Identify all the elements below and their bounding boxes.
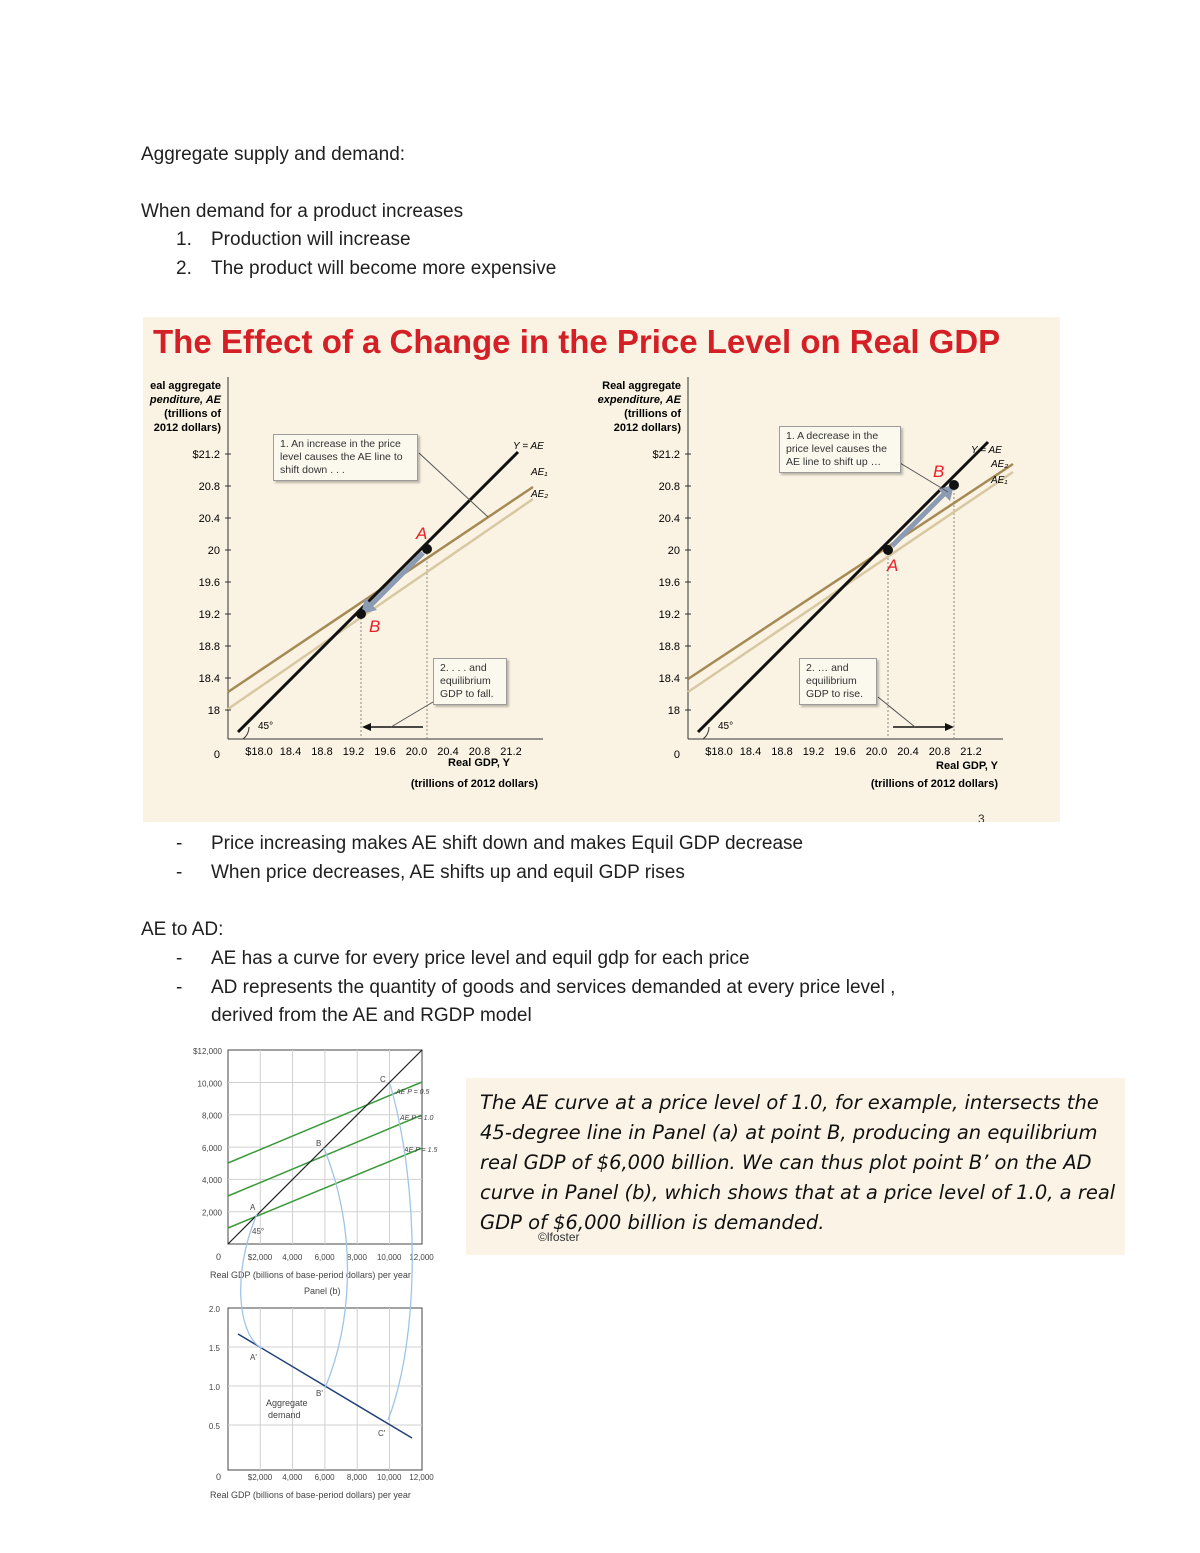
y-tick-label: 20.8 <box>658 481 680 493</box>
y-tick-label: $21.2 <box>652 449 680 461</box>
point-c-prime-label: C' <box>378 1429 386 1438</box>
y-tick-label: 20.4 <box>198 513 220 525</box>
panel-a-y-tick: 4,000 <box>201 1176 222 1186</box>
panel-b-x-tick: 8,000 <box>346 1473 367 1482</box>
panel-a-x-tick: 4,000 <box>282 1253 303 1262</box>
panel-b-y-tick: 0.5 <box>208 1422 220 1431</box>
right-ae1-line <box>688 464 1013 679</box>
x-tick-label: $18.0 <box>245 746 273 758</box>
x-tick-label: $18.0 <box>705 746 733 758</box>
right-shift-arrow <box>892 494 944 546</box>
quote-text: The AE curve at a price level of 1.0, for example, intersects the 45-degree line in Panel (a) at point B, producing an equilibrium real GDP of $6,000 billion. We can thus plot point B’ on the AD curve in Panel (b), which shows that at a price level of 1.0, a real GDP of $6,000 billion is demanded. <box>480 1091 1116 1234</box>
panel-a-y-tick: 8,000 <box>201 1111 222 1121</box>
panel-a-y-tick: 2,000 <box>201 1208 222 1218</box>
y-tick-label: 0 <box>213 749 220 761</box>
note-item: When price decreases, AE shifts up and equil GDP rises <box>211 862 685 883</box>
bullet-dash: - <box>176 977 183 998</box>
right-callout-2: 2. … and equilibrium GDP to rise. <box>799 658 877 705</box>
left-mark-b: B <box>369 617 381 636</box>
list-number: 1. <box>176 229 192 250</box>
x-tick-label: 19.6 <box>374 746 396 758</box>
slide-title: The Effect of a Change in the Price Level on Real GDP <box>153 323 1001 360</box>
y-tick-label: 19.6 <box>198 577 220 589</box>
y-tick-label: 0 <box>673 749 680 761</box>
list-item: The product will become more expensive <box>211 258 557 279</box>
ae-label-p10: AE P = 1.0 <box>400 1115 434 1122</box>
right-point-a <box>883 545 893 555</box>
note-item-continued: derived from the AE and RGDP model <box>211 1005 532 1026</box>
right-yae-label: Y = AE <box>971 445 1002 456</box>
y-tick-label: 20 <box>207 545 220 557</box>
x-tick-label: 19.6 <box>834 746 856 758</box>
y-tick-label: 20.4 <box>658 513 680 525</box>
left-xlabel-1: Real GDP, Y <box>448 757 510 769</box>
y-tick-label: 19.6 <box>658 577 680 589</box>
panel-b-y-tick: 1.0 <box>208 1383 220 1392</box>
left-callout-2: 2. . . . and equilibrium GDP to fall. <box>433 658 507 705</box>
right-ylabel-line: expenditure, AE <box>597 394 681 406</box>
ae-label-p15: AE P = 1.5 <box>404 1147 438 1154</box>
panel-b-x-tick: 10,000 <box>376 1473 402 1482</box>
right-callout-1: 1. A decrease in the price level causes the AE line to shift up … <box>779 426 901 473</box>
note-item: AE has a curve for every price level and equil gdp for each price <box>211 948 750 969</box>
panel-a-x-tick: 8,000 <box>346 1253 367 1262</box>
x-tick-label: 20.4 <box>437 746 459 758</box>
bullet-dash: - <box>176 862 183 883</box>
x-tick-label: 21.2 <box>500 746 522 758</box>
panel-b-xlabel: Real GDP (billions of base-period dollars) per year <box>210 1490 411 1500</box>
panel-a-y-tick: 10,000 <box>197 1079 222 1089</box>
panel-b-zero: 0 <box>216 1472 222 1482</box>
note-item: AD represents the quantity of goods and services demanded at every price level , <box>211 977 896 998</box>
x-tick-label: 20.0 <box>405 746 428 758</box>
slide-figure <box>143 317 1060 822</box>
left-gdp-arrowhead <box>362 723 371 731</box>
right-ae2-label: AE₂ <box>991 459 1009 470</box>
right-ae1-label: AE₁ <box>991 475 1008 486</box>
x-tick-label: 20.8 <box>928 746 951 758</box>
panel-a-xlabel: Real GDP (billions of base-period dollars) per year <box>210 1270 411 1280</box>
y-tick-label: 18 <box>207 705 220 717</box>
panel-b-x-tick: 12,000 <box>409 1473 434 1482</box>
quote-credit: ©lfoster <box>538 1230 580 1244</box>
left-point-b <box>356 609 366 619</box>
x-tick-label: 18.8 <box>311 746 333 758</box>
y-tick-label: 18.8 <box>658 641 680 653</box>
panel-a-y-tick: $12,000 <box>193 1047 222 1056</box>
x-tick-label: 20.8 <box>468 746 491 758</box>
left-angle-arc <box>243 727 249 739</box>
left-callout2-pointer <box>391 699 438 727</box>
note-item: Price increasing makes AE shift down and makes Equil GDP decrease <box>211 833 804 854</box>
panel-b-y-tick: 2.0 <box>208 1305 220 1314</box>
right-mark-b: B <box>933 462 945 481</box>
left-yae-label: Y = AE <box>513 441 544 452</box>
quote-box <box>466 1078 1125 1255</box>
y-tick-label: 19.2 <box>658 609 680 621</box>
panel-a-angle: 45° <box>252 1227 265 1236</box>
y-tick-label: 20.8 <box>198 481 220 493</box>
right-callout2-pointer <box>878 697 915 727</box>
left-callout-1: 1. An increase in the price level causes the AE line to shift down . . . <box>273 434 418 481</box>
y-tick-label: 19.2 <box>198 609 220 621</box>
slide-page-number: 3 <box>978 812 985 822</box>
left-ae2-label: AE₂ <box>531 489 549 500</box>
ad-label-line: demand <box>268 1410 301 1420</box>
left-point-a <box>422 544 432 554</box>
x-tick-label: 18.8 <box>771 746 793 758</box>
y-tick-label: 18 <box>667 705 680 717</box>
y-tick-label: 18.8 <box>198 641 220 653</box>
panel-a-x-tick: $2,000 <box>247 1253 273 1262</box>
panel-b-x-tick: 6,000 <box>314 1473 335 1482</box>
list-item: Production will increase <box>211 229 411 250</box>
point-a-label: A <box>250 1203 256 1212</box>
left-angle-label: 45° <box>258 721 274 732</box>
y-tick-label: 18.4 <box>198 673 220 685</box>
intro-line: When demand for a product increases <box>141 201 464 222</box>
x-tick-label: 19.2 <box>802 746 825 758</box>
panel-b-y-tick: 1.5 <box>208 1344 220 1353</box>
bullet-dash: - <box>176 948 183 969</box>
list-number: 2. <box>176 258 192 279</box>
panel-a-y-tick: 6,000 <box>201 1143 222 1153</box>
point-c-label: C <box>380 1075 386 1084</box>
ae-ad-figure <box>170 1038 452 1501</box>
left-ylabel-line: penditure, AE <box>149 394 221 406</box>
right-ylabel-line: Real aggregate <box>602 380 681 392</box>
ae-label-p05: AE P = 0.5 <box>396 1089 430 1096</box>
right-xlabel-1: Real GDP, Y <box>936 760 998 772</box>
left-mark-a: A <box>416 524 428 543</box>
x-tick-label: 20.0 <box>865 746 888 758</box>
left-ae1-label: AE₁ <box>531 467 548 478</box>
panel-b-x-tick: $2,000 <box>247 1473 273 1482</box>
y-tick-label: 18.4 <box>658 673 680 685</box>
x-tick-label: 18.4 <box>739 746 762 758</box>
slide-charts <box>143 317 1060 822</box>
right-xlabel-2: (trillions of 2012 dollars) <box>870 778 998 790</box>
left-callout-pointer <box>419 453 488 517</box>
right-angle-label: 45° <box>718 721 734 732</box>
left-ylabel-line: 2012 dollars) <box>153 422 221 434</box>
panel-a-zero: 0 <box>216 1252 222 1262</box>
left-ylabel-line: (trillions of <box>164 408 221 420</box>
right-mark-a: A <box>887 556 899 575</box>
x-tick-label: 18.4 <box>279 746 302 758</box>
right-gdp-arrowhead <box>945 723 954 731</box>
x-tick-label: 21.2 <box>960 746 982 758</box>
panel-a-x-tick: 10,000 <box>376 1253 402 1262</box>
ae-ad-figure-svg <box>170 1038 452 1501</box>
bullet-dash: - <box>176 833 183 854</box>
point-b-label: B <box>316 1139 322 1148</box>
x-tick-label: 19.2 <box>342 746 365 758</box>
right-ylabel-line: 2012 dollars) <box>613 422 681 434</box>
ad-label-line: Aggregate <box>266 1398 308 1408</box>
left-ylabel-line: eal aggregate <box>150 380 221 392</box>
panel-a-x-tick: 12,000 <box>409 1253 434 1262</box>
section-heading: AE to AD: <box>141 919 224 940</box>
left-xlabel-2: (trillions of 2012 dollars) <box>410 778 538 790</box>
heading: Aggregate supply and demand: <box>141 144 406 165</box>
y-tick-label: 20 <box>667 545 680 557</box>
panel-b-label: Panel (b) <box>304 1286 341 1296</box>
point-b-prime-label: B' <box>316 1389 323 1398</box>
right-ylabel-line: (trillions of <box>624 408 681 420</box>
point-a-prime-label: A' <box>250 1353 257 1362</box>
panel-b-x-tick: 4,000 <box>282 1473 303 1482</box>
x-tick-label: 20.4 <box>897 746 919 758</box>
right-angle-arc <box>703 727 709 739</box>
right-point-b <box>949 480 959 490</box>
y-tick-label: $21.2 <box>192 449 220 461</box>
panel-a-x-tick: 6,000 <box>314 1253 335 1262</box>
